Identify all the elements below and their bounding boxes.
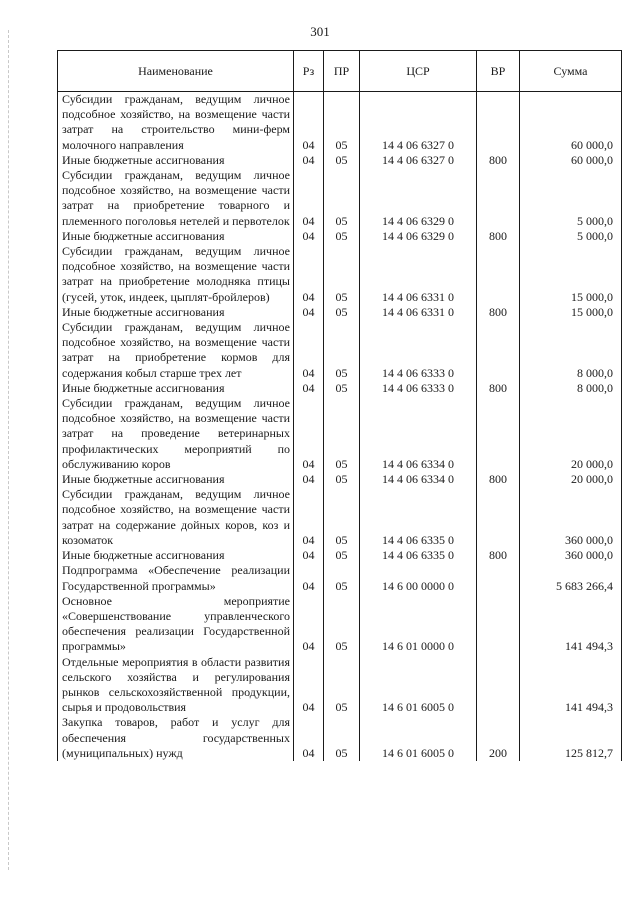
cell-name: Основное мероприятие «Совершенствование управленческого обеспечения реализации Государственной программы» xyxy=(58,594,294,655)
cell-pr: 05 xyxy=(324,153,360,168)
cell-vr: 800 xyxy=(477,153,520,168)
cell-rz: 04 xyxy=(294,396,324,472)
cell-vr: 800 xyxy=(477,381,520,396)
cell-pr: 05 xyxy=(324,563,360,593)
cell-name: Субсидии гражданам, ведущим личное подсобное хозяйство, на возмещение части затрат на приобретение молодняка птицы (гусей, уток, индеек, цыплят-бройлеров) xyxy=(58,244,294,305)
cell-pr: 05 xyxy=(324,715,360,761)
cell-rz: 04 xyxy=(294,487,324,548)
cell-vr xyxy=(477,594,520,655)
cell-pr: 05 xyxy=(324,229,360,244)
table-row xyxy=(58,153,622,168)
cell-rz: 04 xyxy=(294,655,324,716)
cell-rz: 04 xyxy=(294,472,324,487)
cell-sum: 20 000,0 xyxy=(520,396,622,472)
cell-name: Иные бюджетные ассигнования xyxy=(58,305,294,320)
scan-margin-marks xyxy=(8,30,13,870)
cell-name: Подпрограмма «Обеспечение реализации Государственной программы» xyxy=(58,563,294,593)
cell-rz: 04 xyxy=(294,92,324,153)
cell-csr: 14 4 06 6335 0 xyxy=(360,487,477,548)
cell-name: Субсидии гражданам, ведущим личное подсобное хозяйство, на возмещение части затрат на приобретение товарного и племенного поголовья нетелей и первотелок xyxy=(58,168,294,229)
cell-sum: 60 000,0 xyxy=(520,92,622,153)
cell-pr: 05 xyxy=(324,594,360,655)
cell-csr: 14 4 06 6331 0 xyxy=(360,244,477,305)
table-row xyxy=(58,305,622,320)
cell-rz: 04 xyxy=(294,305,324,320)
cell-sum: 15 000,0 xyxy=(520,244,622,305)
table-row xyxy=(58,594,622,655)
table-header xyxy=(58,51,622,92)
cell-name: Иные бюджетные ассигнования xyxy=(58,381,294,396)
cell-vr: 200 xyxy=(477,715,520,761)
cell-sum: 20 000,0 xyxy=(520,472,622,487)
table-row xyxy=(58,229,622,244)
cell-rz: 04 xyxy=(294,548,324,563)
cell-sum: 360 000,0 xyxy=(520,487,622,548)
cell-csr: 14 6 01 6005 0 xyxy=(360,715,477,761)
table-row xyxy=(58,472,622,487)
cell-csr: 14 4 06 6331 0 xyxy=(360,305,477,320)
cell-sum: 60 000,0 xyxy=(520,153,622,168)
cell-csr: 14 4 06 6327 0 xyxy=(360,92,477,153)
table-row xyxy=(58,655,622,716)
cell-rz: 04 xyxy=(294,715,324,761)
cell-pr: 05 xyxy=(324,655,360,716)
cell-sum: 8 000,0 xyxy=(520,381,622,396)
table-body xyxy=(58,92,622,761)
cell-pr: 05 xyxy=(324,548,360,563)
cell-csr: 14 4 06 6327 0 xyxy=(360,153,477,168)
cell-vr: 800 xyxy=(477,548,520,563)
cell-csr: 14 4 06 6334 0 xyxy=(360,396,477,472)
cell-csr: 14 4 06 6329 0 xyxy=(360,229,477,244)
cell-rz: 04 xyxy=(294,594,324,655)
cell-sum: 360 000,0 xyxy=(520,548,622,563)
table-row xyxy=(58,320,622,381)
cell-name: Иные бюджетные ассигнования xyxy=(58,472,294,487)
cell-csr: 14 4 06 6333 0 xyxy=(360,320,477,381)
table-row xyxy=(58,381,622,396)
cell-pr: 05 xyxy=(324,472,360,487)
cell-vr: 800 xyxy=(477,305,520,320)
cell-sum: 141 494,3 xyxy=(520,655,622,716)
cell-vr: 800 xyxy=(477,472,520,487)
cell-name: Отдельные мероприятия в области развития сельского хозяйства и регулирования рынков сельскохозяйственной продукции, сырья и продовольствия xyxy=(58,655,294,716)
cell-rz: 04 xyxy=(294,244,324,305)
cell-vr xyxy=(477,320,520,381)
table-row xyxy=(58,168,622,229)
cell-vr xyxy=(477,244,520,305)
table-row xyxy=(58,548,622,563)
cell-vr: 800 xyxy=(477,229,520,244)
cell-name: Субсидии гражданам, ведущим личное подсобное хозяйство, на возмещение части затрат на приобретение кормов для содержания кобыл старше трех лет xyxy=(58,320,294,381)
cell-sum: 141 494,3 xyxy=(520,594,622,655)
cell-vr xyxy=(477,396,520,472)
header-name: Наименование xyxy=(58,51,294,92)
header-pr: ПР xyxy=(324,51,360,92)
cell-name: Субсидии гражданам, ведущим личное подсобное хозяйство, на возмещение части затрат на проведение ветеринарных профилактических мероприятий по обслуживанию коров xyxy=(58,396,294,472)
cell-rz: 04 xyxy=(294,563,324,593)
cell-rz: 04 xyxy=(294,168,324,229)
cell-vr xyxy=(477,655,520,716)
table-row xyxy=(58,92,622,153)
cell-vr xyxy=(477,92,520,153)
cell-csr: 14 4 06 6333 0 xyxy=(360,381,477,396)
cell-name: Закупка товаров, работ и услуг для обеспечения государственных (муниципальных) нужд xyxy=(58,715,294,761)
cell-vr xyxy=(477,168,520,229)
page-number: 301 xyxy=(310,24,330,39)
cell-sum: 5 683 266,4 xyxy=(520,563,622,593)
cell-pr: 05 xyxy=(324,487,360,548)
cell-csr: 14 6 01 6005 0 xyxy=(360,655,477,716)
cell-name: Субсидии гражданам, ведущим личное подсобное хозяйство, на возмещение части затрат на строительство мини-ферм молочного направления xyxy=(58,92,294,153)
cell-pr: 05 xyxy=(324,92,360,153)
budget-table xyxy=(57,50,622,761)
cell-name: Иные бюджетные ассигнования xyxy=(58,229,294,244)
cell-name: Иные бюджетные ассигнования xyxy=(58,548,294,563)
header-rz: Рз xyxy=(294,51,324,92)
cell-csr: 14 4 06 6329 0 xyxy=(360,168,477,229)
cell-name: Субсидии гражданам, ведущим личное подсобное хозяйство, на возмещение части затрат на содержание дойных коров, коз и козоматок xyxy=(58,487,294,548)
cell-rz: 04 xyxy=(294,153,324,168)
table-row xyxy=(58,715,622,761)
cell-pr: 05 xyxy=(324,305,360,320)
cell-sum: 15 000,0 xyxy=(520,305,622,320)
cell-pr: 05 xyxy=(324,244,360,305)
cell-name: Иные бюджетные ассигнования xyxy=(58,153,294,168)
cell-sum: 8 000,0 xyxy=(520,320,622,381)
budget-table-container xyxy=(57,50,621,761)
header-sum: Сумма xyxy=(520,51,622,92)
cell-pr: 05 xyxy=(324,381,360,396)
cell-vr xyxy=(477,487,520,548)
cell-sum: 5 000,0 xyxy=(520,229,622,244)
cell-rz: 04 xyxy=(294,320,324,381)
table-row xyxy=(58,396,622,472)
header-csr: ЦСР xyxy=(360,51,477,92)
table-row xyxy=(58,244,622,305)
table-row xyxy=(58,487,622,548)
cell-csr: 14 4 06 6335 0 xyxy=(360,548,477,563)
table-row xyxy=(58,563,622,593)
cell-sum: 5 000,0 xyxy=(520,168,622,229)
cell-csr: 14 6 01 0000 0 xyxy=(360,594,477,655)
cell-pr: 05 xyxy=(324,396,360,472)
cell-pr: 05 xyxy=(324,168,360,229)
header-vr: ВР xyxy=(477,51,520,92)
cell-rz: 04 xyxy=(294,229,324,244)
cell-rz: 04 xyxy=(294,381,324,396)
cell-vr xyxy=(477,563,520,593)
cell-sum: 125 812,7 xyxy=(520,715,622,761)
cell-csr: 14 4 06 6334 0 xyxy=(360,472,477,487)
cell-csr: 14 6 00 0000 0 xyxy=(360,563,477,593)
cell-pr: 05 xyxy=(324,320,360,381)
